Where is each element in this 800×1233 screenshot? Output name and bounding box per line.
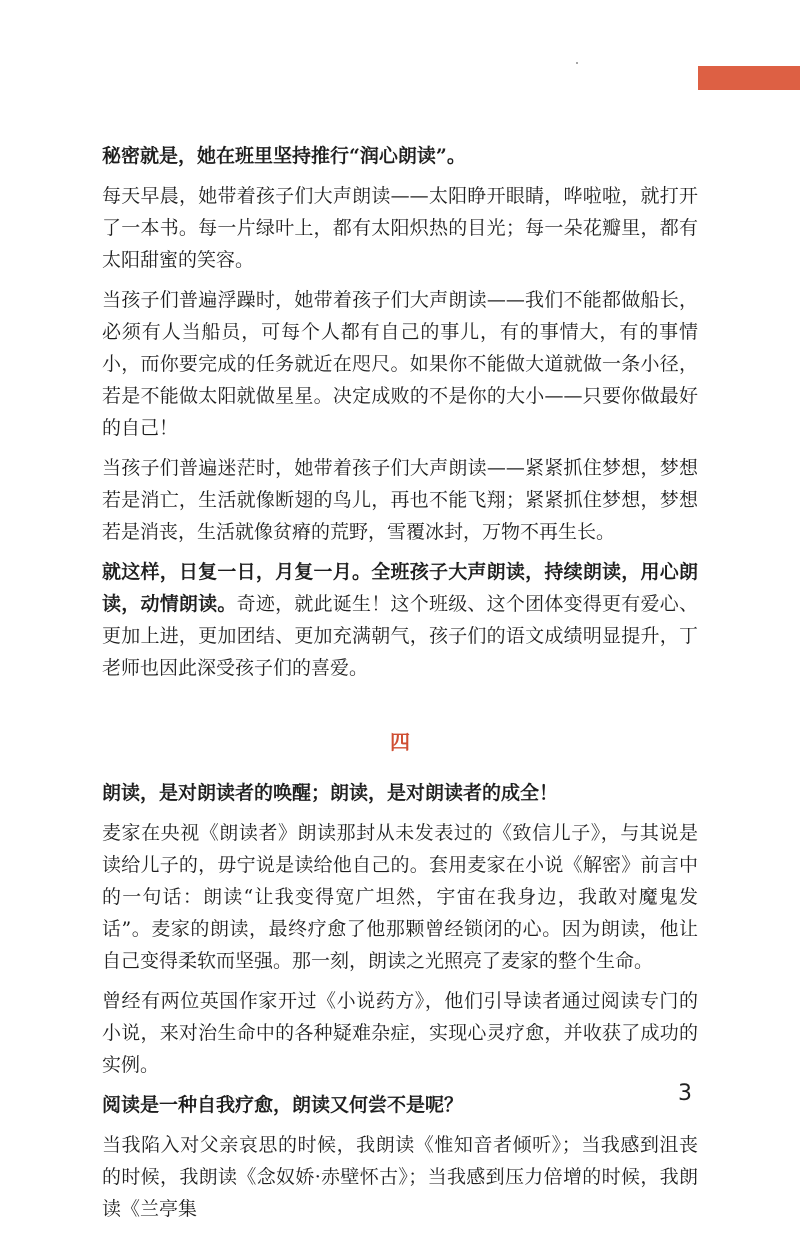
paragraph-restless: 当孩子们普遍浮躁时，她带着孩子们大声朗读——我们不能都做船长，必须有人当船员，可每个人都有自己的事儿，有的事情大，有的事情小，而你要完成的任务就近在咫尺。如果你不能做大道就做一条小径，若是不能做太阳就做星星。决定成败的不是你的大小——只要你做最好的自己！: [102, 289, 698, 439]
paragraph-mai-jia: 麦家在央视《朗读者》朗读那封从未发表过的《致信儿子》，与其说是读给儿子的，毋宁说是读给他自己的。套用麦家在小说《解密》前言中的一句话：朗读“让我变得宽广坦然，宇宙在我身边，我敢对魔鬼发话”。麦家的朗读，最终疗愈了他那颗曾经锁闭的心。因为朗读，他让自己变得柔软而坚强。那一刻，朗读之光照亮了麦家的整个生命。: [102, 822, 698, 972]
day-after-day-bold: 就这样，日复一日，月复一月。全班孩子大声朗读，持续朗读，用心朗读，动情朗读。: [102, 561, 698, 615]
chapter-color-tab: [698, 66, 800, 90]
secret-line: 秘密就是，她在班里坚持推行“润心朗读”。: [102, 145, 466, 167]
paragraph-day-after-day: [102, 556, 698, 684]
day-after-day-rest: 奇迹，就此诞生！这个班级、这个团体变得更有爱心、更加上进，更加团结、更加充满朝气，孩子们的语文成绩明显提升，丁老师也因此深受孩子们的喜爱。: [102, 593, 698, 679]
scan-dot: [576, 62, 578, 64]
paragraph-morning: 每天早晨，她带着孩子们大声朗读——太阳睁开眼睛，哗啦啦，就打开了一本书。每一片绿叶上，都有太阳炽热的目光；每一朵花瓣里，都有太阳甜蜜的笑容。: [102, 185, 698, 271]
section-lead: 朗读，是对朗读者的唤醒；朗读，是对朗读者的成全！: [102, 782, 559, 804]
paragraph-novel-prescription: 曾经有两位英国作家开过《小说药方》，他们引导读者通过阅读专门的小说，来对治生命中的各种疑难杂症，实现心灵疗愈，并收获了成功的实例。: [102, 990, 698, 1076]
section-number: 四: [390, 730, 410, 754]
reading-healing-question: 阅读是一种自我疗愈，朗读又何尝不是呢？: [102, 1094, 464, 1116]
paragraph-personal-reading: 当我陷入对父亲哀思的时候，我朗读《惟知音者倾听》；当我感到沮丧的时候，我朗读《念奴娇·赤壁怀古》；当我感到压力倍增的时候，我朗读《兰亭集: [102, 1134, 698, 1220]
page-number: 3: [678, 1081, 692, 1106]
page-content: [102, 140, 698, 1233]
paragraph-confused: 当孩子们普遍迷茫时，她带着孩子们大声朗读——紧紧抓住梦想，梦想若是消亡，生活就像断翅的鸟儿，再也不能飞翔；紧紧抓住梦想，梦想若是消丧，生活就像贫瘠的荒野，雪覆冰封，万物不再生长。: [102, 457, 698, 543]
